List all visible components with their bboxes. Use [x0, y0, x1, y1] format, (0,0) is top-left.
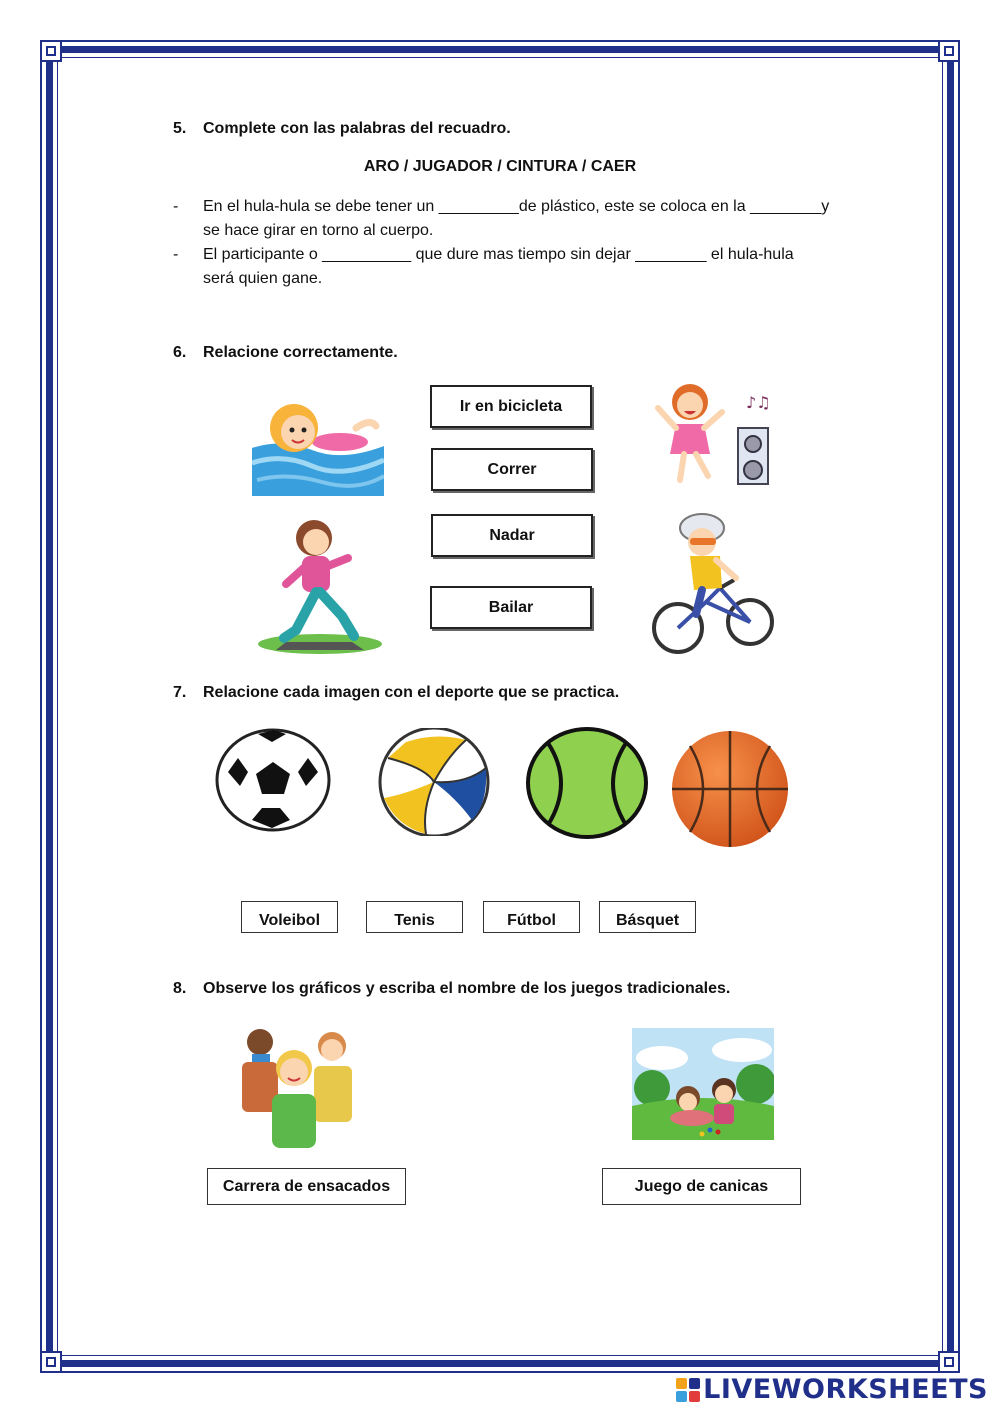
game-label: Carrera de ensacados	[222, 1177, 391, 1195]
soccer-ball-icon	[214, 728, 332, 832]
sport-box-voleibol[interactable]	[241, 901, 338, 933]
basketball-icon	[670, 730, 790, 848]
sport-box-basquet[interactable]	[599, 901, 696, 933]
frame-corner-ornament	[40, 40, 62, 62]
activity-box-swimming[interactable]	[431, 514, 593, 557]
sentence-text: será quien gane.	[203, 270, 323, 287]
frame-corner-ornament	[938, 1351, 960, 1373]
frame-corner-ornament	[40, 1351, 62, 1373]
question-number: 6.	[173, 344, 187, 361]
sack-race-illustration	[238, 1022, 356, 1148]
sentence-text: El participante o __________ que dure mas tiempo sin dejar ________ el hula-hula	[203, 246, 794, 263]
activity-label: Bailar	[488, 598, 534, 616]
bullet-dash: -	[173, 246, 179, 263]
running-girl-illustration	[256, 512, 384, 654]
question-text: Relacione correctamente.	[203, 344, 398, 361]
question-text: Complete con las palabras del recuadro.	[203, 120, 511, 137]
activity-label: Ir en bicicleta	[459, 397, 563, 415]
activity-box-cycling[interactable]	[430, 385, 592, 428]
sport-label: Fútbol	[507, 912, 556, 929]
word-box	[173, 158, 827, 176]
svg-text:♪♫: ♪♫	[746, 393, 771, 412]
fill-in-line-1	[173, 195, 873, 243]
question-text: Observe los gráficos y escriba el nombre de los juegos tradicionales.	[203, 980, 731, 997]
activity-label: Correr	[487, 460, 537, 478]
question-number: 5.	[173, 120, 187, 137]
cycling-boy-illustration	[650, 510, 774, 654]
fill-in-line-2	[173, 243, 873, 291]
question-text: Relacione cada imagen con el deporte que se practica.	[203, 684, 620, 701]
sport-box-futbol[interactable]	[483, 901, 580, 933]
sentence-text: En el hula-hula se debe tener un _________de plástico, este se coloca en la ________y	[203, 198, 830, 215]
word-box-text: ARO / JUGADOR / CINTURA / CAER	[363, 158, 637, 175]
tennis-ball-icon	[526, 727, 648, 839]
volleyball-icon	[376, 728, 492, 836]
dancing-girl-illustration	[650, 378, 778, 488]
game-label: Juego de canicas	[634, 1177, 769, 1195]
question-5-title	[173, 120, 511, 138]
game-box-marbles[interactable]	[602, 1168, 801, 1205]
activity-box-dancing[interactable]	[430, 586, 592, 629]
sport-label: Básquet	[615, 912, 680, 929]
frame-corner-ornament	[938, 40, 960, 62]
liveworksheets-logo[interactable]	[676, 1374, 988, 1405]
logo-text: LIVEWORKSHEETS	[703, 1374, 988, 1405]
sport-label: Tenis	[394, 912, 435, 929]
sentence-text: se hace girar en torno al cuerpo.	[203, 222, 434, 239]
question-number: 7.	[173, 684, 187, 701]
question-8-title	[173, 980, 730, 998]
question-7-title	[173, 684, 619, 702]
game-box-sack-race[interactable]	[207, 1168, 406, 1205]
bullet-dash: -	[173, 198, 179, 215]
liveworksheets-logo-icon	[676, 1378, 700, 1402]
question-6-title	[173, 344, 398, 362]
swimming-girl-illustration	[252, 388, 384, 496]
sport-label: Voleibol	[258, 912, 321, 929]
activity-label: Nadar	[489, 526, 535, 544]
marbles-game-illustration	[632, 1028, 774, 1140]
question-number: 8.	[173, 980, 187, 997]
activity-box-running[interactable]	[431, 448, 593, 491]
sport-box-tenis[interactable]	[366, 901, 463, 933]
